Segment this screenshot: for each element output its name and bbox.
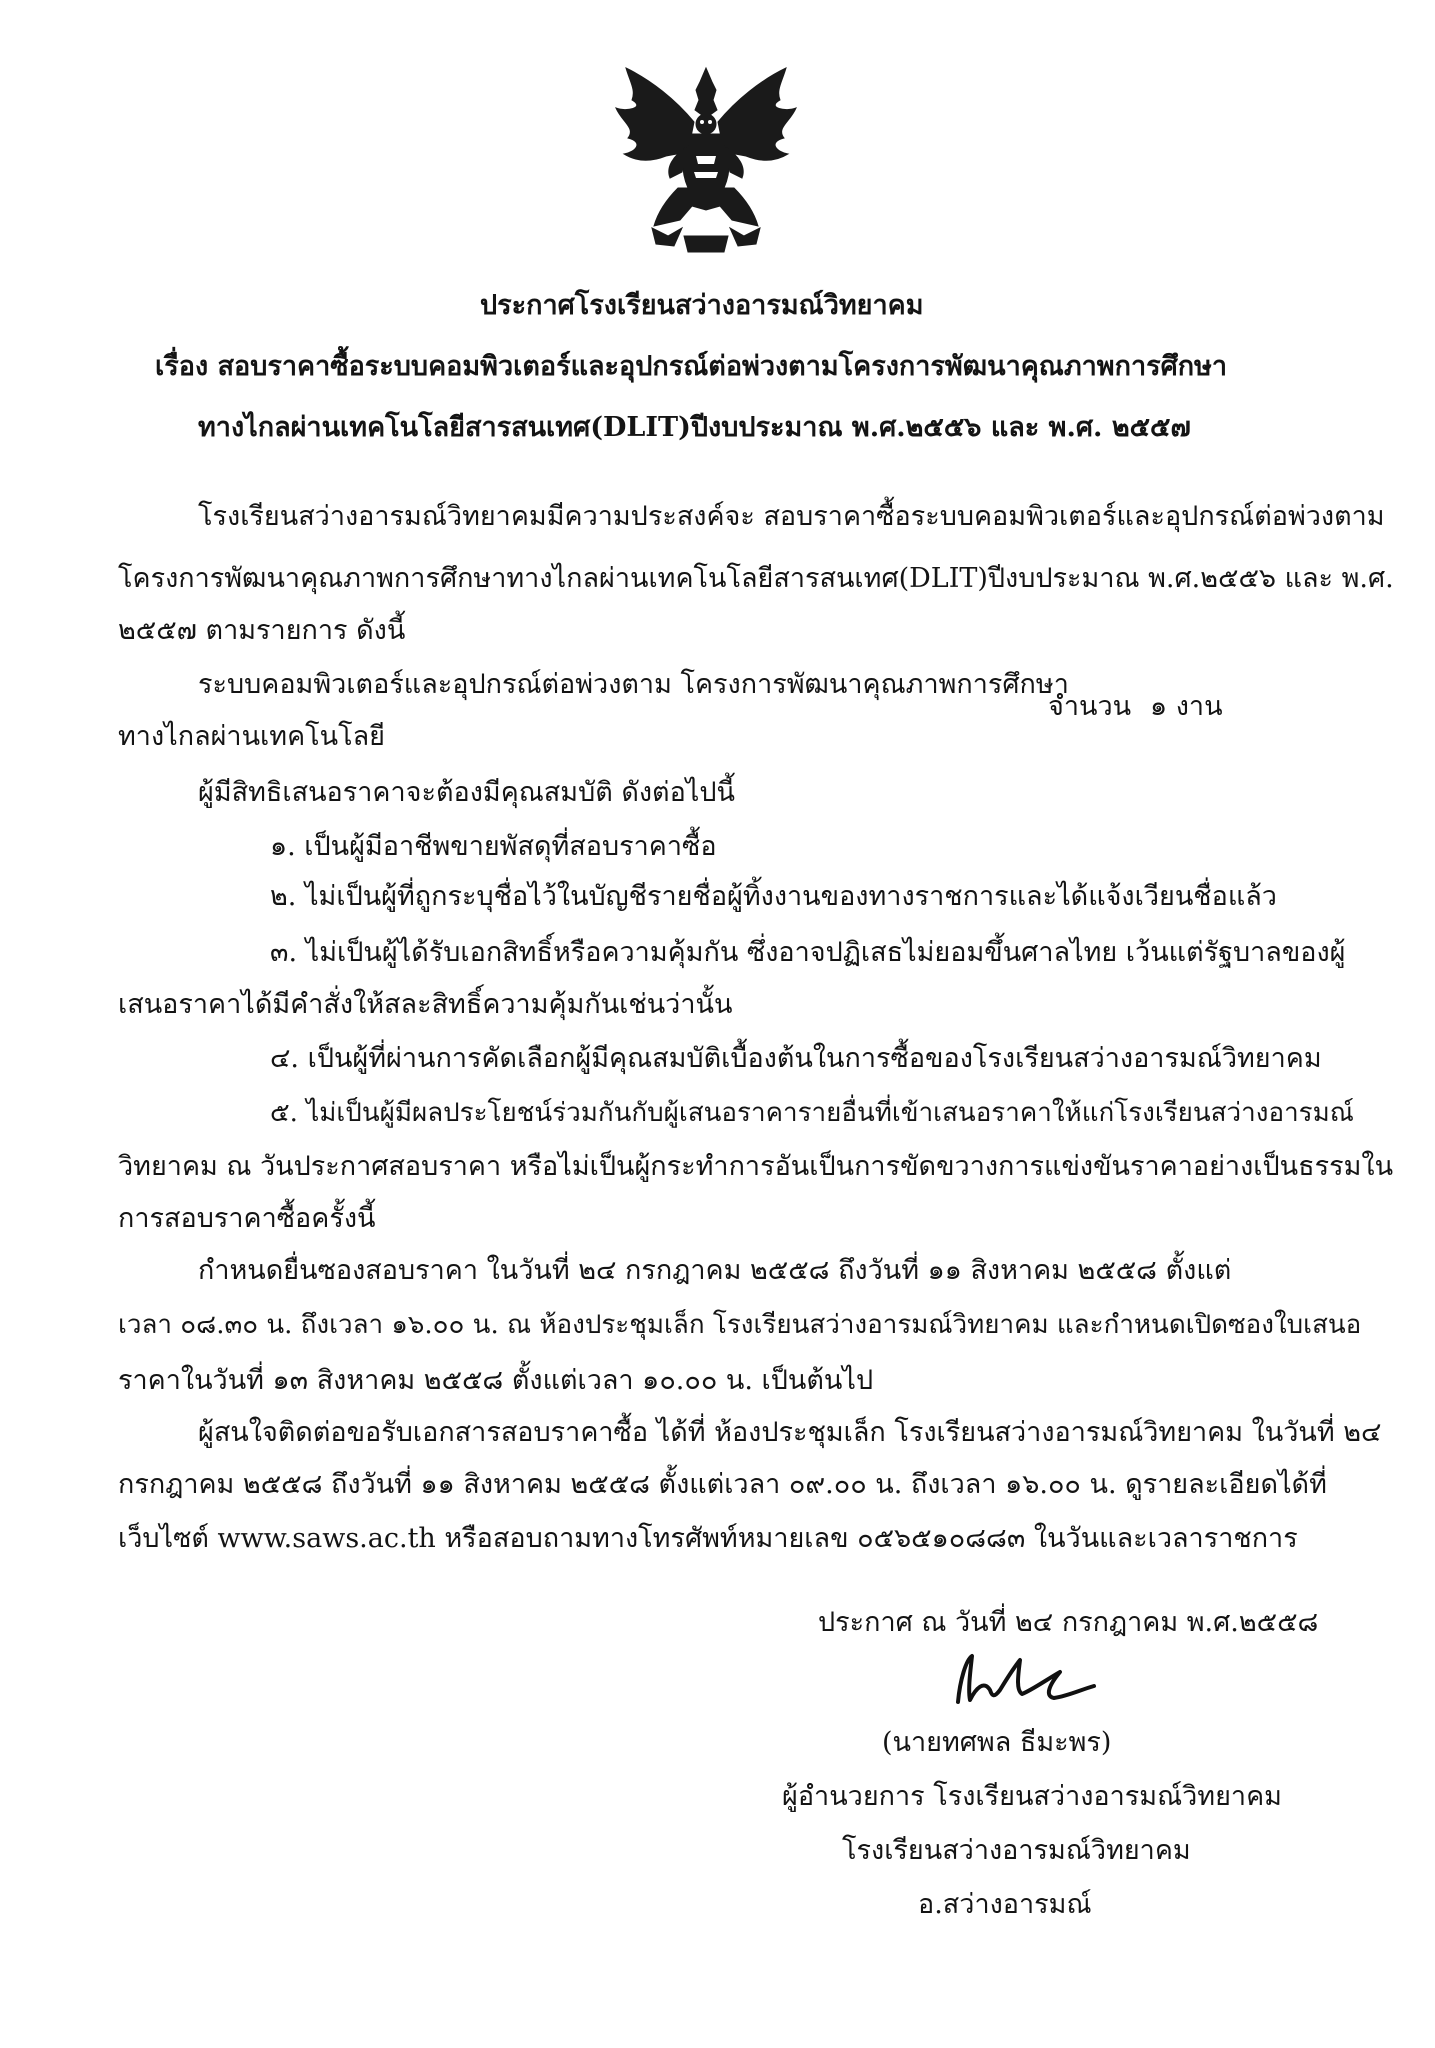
contact-line: ผู้สนใจติดต่อขอรับเอกสารสอบราคาซื้อ ได้ที่ ห้องประชุมเล็ก โรงเรียนสว่างอารมณ์วิทยาคม ในวันที่ ๒๔ xyxy=(198,1417,1382,1448)
intro-line: ๒๕๕๗ ตามรายการ ดังนี้ xyxy=(118,615,406,646)
item-description: ระบบคอมพิวเตอร์และอุปกรณ์ต่อพ่วงตาม โครงการพัฒนาคุณภาพการศึกษา xyxy=(198,669,1069,700)
item-description-continued: ทางไกลผ่านเทคโนโลยี xyxy=(118,721,385,752)
qualification-item-3-continued: เสนอราคาได้มีคำสั่งให้สละสิทธิ์ความคุ้มกันเช่นว่านั้น xyxy=(118,989,733,1020)
qualification-item-4: ๔. เป็นผู้ที่ผ่านการคัดเลือกผู้มีคุณสมบัติเบื้องต้นในการซื้อของโรงเรียนสว่างอารมณ์วิทยาคม xyxy=(270,1043,1322,1074)
signer-name: (นายทศพล ธีมะพร) xyxy=(882,1727,1112,1758)
handwritten-signature-icon xyxy=(950,1650,1100,1710)
qualification-item-5-continued: การสอบราคาซื้อครั้งนี้ xyxy=(118,1203,376,1234)
qualifications-heading: ผู้มีสิทธิเสนอราคาจะต้องมีคุณสมบัติ ดังต่อไปนี้ xyxy=(198,777,735,808)
contact-line: กรกฎาคม ๒๕๕๘ ถึงวันที่ ๑๑ สิงหาคม ๒๕๕๘ ตั้งแต่เวลา ๐๙.๐๐ น. ถึงเวลา ๑๖.๐๐ น. ดูรายละเอียดได้ที่ xyxy=(118,1469,1327,1500)
quantity-value: ๑ งาน xyxy=(1150,691,1223,722)
qualification-item-1: ๑. เป็นผู้มีอาชีพขายพัสดุที่สอบราคาซื้อ xyxy=(270,831,717,862)
quantity-label: จำนวน xyxy=(1048,691,1132,722)
signer-school: โรงเรียนสว่างอารมณ์วิทยาคม xyxy=(842,1835,1191,1866)
announcement-date: ประกาศ ณ วันที่ ๒๔ กรกฎาคม พ.ศ.๒๕๕๘ xyxy=(818,1607,1319,1638)
intro-line: โรงเรียนสว่างอารมณ์วิทยาคมมีความประสงค์จะ สอบราคาซื้อระบบคอมพิวเตอร์และอุปกรณ์ต่อพ่วงตาม xyxy=(198,501,1385,532)
intro-line: โครงการพัฒนาคุณภาพการศึกษาทางไกลผ่านเทคโนโลยีสารสนเทศ(DLIT)ปีงบประมาณ พ.ศ.๒๕๕๖ และ พ.ศ. xyxy=(118,563,1394,594)
subject-line-continued: ทางไกลผ่านเทคโนโลยีสารสนเทศ(DLIT)ปีงบประมาณ พ.ศ.๒๕๕๖ และ พ.ศ. ๒๕๕๗ xyxy=(198,412,1191,443)
qualification-item-2: ๒. ไม่เป็นผู้ที่ถูกระบุชื่อไว้ในบัญชีรายชื่อผู้ทิ้งงานของทางราชการและได้แจ้งเวียนชื่อแล้ว xyxy=(270,881,1277,912)
garuda-emblem-icon xyxy=(596,60,816,255)
contact-line: เว็บไซต์ www.saws.ac.th หรือสอบถามทางโทรศัพท์หมายเลข ๐๕๖๕๑๐๘๘๓ ในวันและเวลาราชการ xyxy=(118,1523,1298,1554)
qualification-item-5: ๕. ไม่เป็นผู้มีผลประโยชน์ร่วมกันกับผู้เสนอราคารายอื่นที่เข้าเสนอราคาให้แก่โรงเรียนสว่างอารมณ์ xyxy=(270,1098,1354,1128)
signer-position: ผู้อำนวยการ โรงเรียนสว่างอารมณ์วิทยาคม xyxy=(782,1781,1282,1812)
signer-district: อ.สว่างอารมณ์ xyxy=(918,1889,1092,1920)
schedule-line: ราคาในวันที่ ๑๓ สิงหาคม ๒๕๕๘ ตั้งแต่เวลา ๑๐.๐๐ น. เป็นต้นไป xyxy=(118,1365,874,1396)
schedule-line: กำหนดยื่นซองสอบราคา ในวันที่ ๒๔ กรกฎาคม ๒๕๕๘ ถึงวันที่ ๑๑ สิงหาคม ๒๕๕๘ ตั้งแต่ xyxy=(198,1255,1232,1286)
subject-line: เรื่อง สอบราคาซื้อระบบคอมพิวเตอร์และอุปกรณ์ต่อพ่วงตามโครงการพัฒนาคุณภาพการศึกษา xyxy=(155,351,1228,382)
announcement-title: ประกาศโรงเรียนสว่างอารมณ์วิทยาคม xyxy=(480,290,924,321)
qualification-item-5-continued: วิทยาคม ณ วันประกาศสอบราคา หรือไม่เป็นผู้กระทำการอันเป็นการขัดขวางการแข่งขันราคาอย่างเป็นธรรมใน xyxy=(118,1151,1394,1182)
qualification-item-3: ๓. ไม่เป็นผู้ได้รับเอกสิทธิ์หรือความคุ้มกัน ซึ่งอาจปฏิเสธไม่ยอมขึ้นศาลไทย เว้นแต่รัฐบาลของผู้ xyxy=(270,937,1346,968)
schedule-line: เวลา ๐๘.๓๐ น. ถึงเวลา ๑๖.๐๐ น. ณ ห้องประชุมเล็ก โรงเรียนสว่างอารมณ์วิทยาคม และกำหนดเปิดซองใบเสนอ xyxy=(118,1310,1362,1340)
